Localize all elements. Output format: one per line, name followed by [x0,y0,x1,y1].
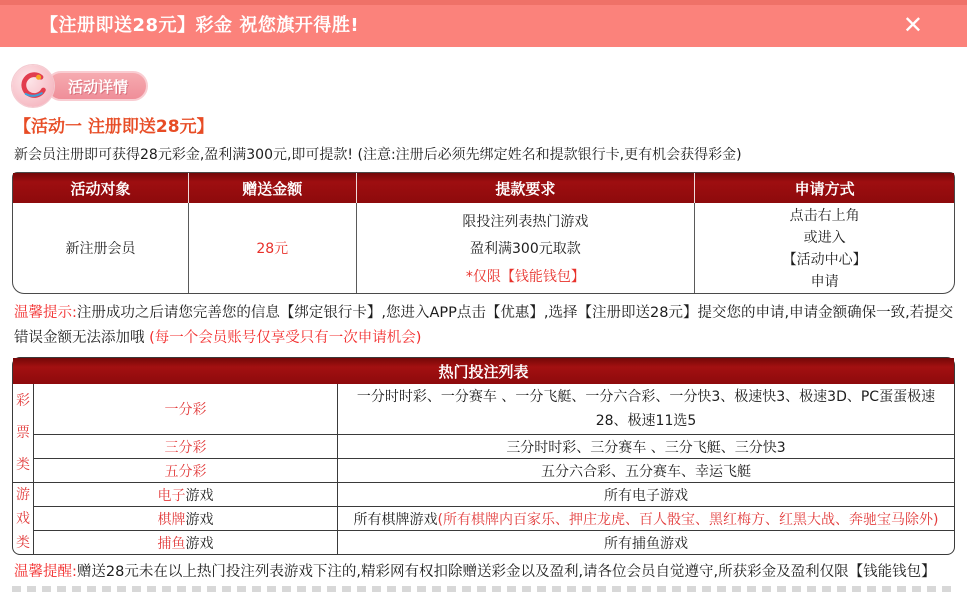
warm-tips-red-note: (每一个会员账号仅享受只有一次申请机会) [149,330,422,346]
hot-bet-list-table [12,357,955,555]
col-header-target: 活动对象 [70,179,131,198]
game-list-chess [337,506,954,530]
col-header-amount: 赠送金额 [188,173,355,203]
activity-details-badge [12,65,955,107]
cell-withdraw-requirements [356,203,695,293]
game-list-five-minute: 五分六合彩、五分赛车、幸运飞艇 [337,458,954,482]
activity-title: 【活动一 注册即送28元】 [14,117,214,137]
game-list-text: 所有棋牌游戏 [353,511,438,528]
hot-bet-list-title: 热门投注列表 [13,358,954,384]
game-list-text: 一分时时彩、一分赛车 、一分飞艇、一分六合彩、一分快3、极速快3、极速3D、PC蛋蛋极速28、极速11选5 [356,389,936,429]
game-type-black-part: 游戏 [185,535,214,552]
warm-tips-text: 注册成功之后请您完善您的信息【绑定银行卡】,您进入APP点击【优惠】,选择【注册即送28元】提交您的申请,申请金额确保一致,若提交错误金额无法添加哦 [14,305,954,346]
warm-reminder [14,562,955,582]
col-header-withdraw: 提款要求 [356,173,695,203]
game-list-electronic: 所有电子游戏 [337,482,954,506]
activity-details-label: 活动详情 [46,71,148,101]
warm-reminder-text: 赠送28元未在以上热门投注列表游戏下注的,精彩网有权扣除赠送彩金以及盈利,请各位会员自觉遵守,所获彩金及盈利仅限【钱能钱包】 [76,564,936,580]
warm-reminder-label: 温馨提醒: [14,564,77,580]
game-type-one-minute: 一分彩 [33,384,337,434]
activity-terms-table-header [13,173,954,203]
warm-tips-label: 温馨提示: [14,305,77,321]
hot-bet-list-grid [13,384,954,554]
game-type-red-part: 电子 [157,487,186,504]
game-type-three-minute: 三分彩 [33,434,337,458]
game-list-exclusions: (所有棋牌内百家乐、押庄龙虎、百人骰宝、黑红梅方、红黑大战、奔驰宝马除外) [437,511,939,528]
warm-tips [14,301,955,351]
game-type-chess [33,506,337,530]
cell-member-type: 新注册会员 [65,241,136,257]
apply-line: 或进入 [803,230,846,246]
activity-terms-table-row [13,203,954,293]
game-list-three-minute: 三分时时彩、三分赛车 、三分飞艇、三分快3 [337,434,954,458]
withdraw-note: *仅限【钱能钱包】 [465,268,585,285]
activity-terms-table [12,172,955,294]
apply-line: 【活动中心】 [782,252,867,268]
game-type-five-minute: 五分彩 [33,458,337,482]
cell-apply-method [694,203,954,293]
activity-description: 新会员注册即可获得28元彩金,盈利满300元,即可提款! (注意:注册后必须先绑定姓名和提款银行卡,更有机会获得彩金) [14,147,742,163]
cell-bonus-amount: 28元 [188,203,355,293]
promo-banner [0,0,967,47]
clipped-text-remnant [12,586,955,592]
apply-line: 点击右上角 [789,208,860,224]
game-type-red-part: 棋牌 [157,511,186,528]
promo-content [0,65,967,592]
game-type-red-part: 捕鱼 [157,535,186,552]
game-list-one-minute [337,384,954,434]
game-type-fishing [33,530,337,554]
category-games: 游戏类 [13,482,33,554]
game-type-electronic [33,482,337,506]
category-lottery: 彩票类 [16,393,30,473]
close-icon[interactable]: ✕ [902,10,923,39]
withdraw-line: 盈利满300元取款 [470,241,581,257]
brand-logo-icon [12,65,54,107]
withdraw-line: 限投注列表热门游戏 [462,213,589,230]
game-type-black-part: 游戏 [185,511,214,528]
game-type-black-part: 游戏 [185,487,214,504]
banner-title: 【注册即送28元】彩金 祝您旗开得胜! [40,14,360,36]
col-header-apply: 申请方式 [694,173,954,203]
apply-line: 申请 [810,274,839,290]
game-list-fishing: 所有捕鱼游戏 [337,530,954,554]
